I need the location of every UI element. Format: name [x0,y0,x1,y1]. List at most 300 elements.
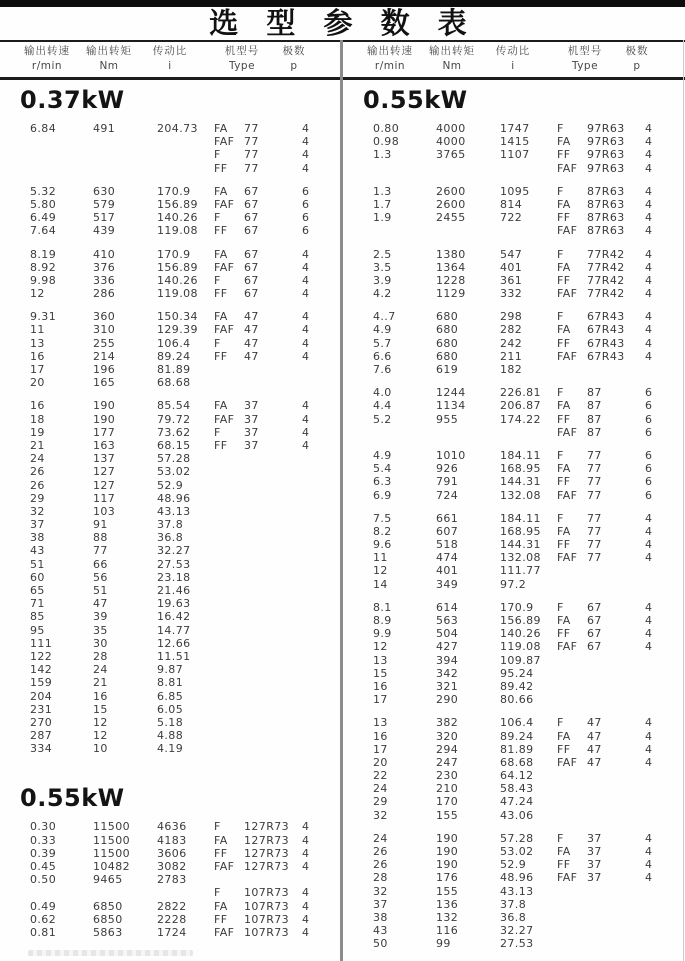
cell-torque: 56 [93,570,108,584]
cell-type-code: FA [557,614,571,627]
cell-torque: 579 [93,197,116,211]
cell-poles: 4 [645,197,653,211]
cell-type-model [244,505,302,518]
table-row [343,122,684,135]
cell-type-code [557,782,587,795]
cell-ratio: 4636 [157,820,187,834]
header-unit: p [290,60,298,72]
table-row [0,287,341,300]
cell-type-code: F [557,386,564,400]
cell-poles [645,937,669,950]
cell-torque: 1244 [436,386,466,400]
table-row [0,676,341,689]
cell-type-code [557,911,587,924]
header-label: 输出转速 [367,45,413,57]
cell-poles [645,693,669,706]
cell-type-model: 47 [587,729,602,743]
cell-type-code [214,571,244,584]
cell-speed: 0.39 [30,846,57,860]
cell-poles: 4 [302,438,310,452]
cell-speed: 65 [30,584,45,597]
cell-type-model: 77 [587,538,602,552]
table-row [0,926,341,939]
cell-type-model: 67R43 [587,323,625,337]
cell-speed: 3.9 [373,273,392,287]
cell-ratio: 168.95 [500,524,541,538]
table-row [343,743,684,756]
cell-speed: 4..7 [373,310,396,324]
cell-ratio: 53.02 [500,845,534,858]
cell-ratio: 5.18 [157,715,184,729]
table-row [343,337,684,350]
table-row [0,185,341,198]
cell-torque: 294 [436,742,459,756]
cell-ratio: 12.66 [157,636,191,650]
cell-speed: 6.3 [373,475,392,489]
cell-speed: 32 [373,884,388,898]
cell-type-code: FF [214,912,228,926]
cell-type-model: 87 [587,399,602,413]
cell-ratio: 23.18 [157,570,191,584]
cell-poles: 4 [302,310,310,324]
cell-type-code: FA [557,729,571,743]
cell-poles: 4 [645,538,653,552]
cell-poles: 4 [645,247,653,261]
cell-ratio: 27.53 [157,557,191,571]
cell-type-model: 107R73 [244,886,290,900]
cell-speed: 38 [373,910,388,924]
header-unit: i [168,60,172,72]
cell-speed: 24 [30,452,45,466]
cell-poles [645,680,669,693]
cell-type-model [244,558,302,571]
table-row [0,531,341,544]
cell-type-code: FF [557,475,571,489]
row-group [343,601,684,707]
cell-torque: 190 [93,399,116,413]
cell-type-code: FF [557,538,571,552]
cell-speed: 11 [30,323,45,337]
cell-ratio: 150.34 [157,310,198,324]
header-output-torque [76,44,142,73]
cell-torque: 5863 [93,925,123,939]
table-row [343,871,684,884]
cell-torque: 137 [93,452,116,466]
cell-speed: 38 [30,531,45,545]
cell-ratio: 4.88 [157,729,184,743]
cell-type-model [244,716,302,729]
cell-poles [302,637,326,650]
cell-ratio: 1415 [500,135,530,149]
table-row [343,885,684,898]
cell-type-model [244,676,302,689]
cell-type-code: F [214,336,221,350]
cell-type-model: 67 [244,197,259,211]
row-group [0,122,341,175]
table-row [343,911,684,924]
row-group [343,512,684,591]
cell-type-code: FA [557,323,571,337]
cell-poles: 4 [645,260,653,274]
cell-torque: 382 [436,716,459,730]
cell-type-model [587,885,645,898]
cell-poles [302,363,326,376]
cell-type-code: FF [557,273,571,287]
cell-ratio: 119.08 [500,640,541,654]
cell-poles: 4 [302,925,310,939]
cell-type-code: FAF [557,551,578,565]
cell-ratio: 81.89 [500,742,534,756]
cell-poles [645,924,669,937]
header-unit: p [633,60,641,72]
cell-torque: 439 [93,224,116,238]
header-unit: Type [228,60,256,72]
cell-torque: 12 [93,715,108,729]
cell-type-code: FF [557,148,571,162]
cell-poles: 6 [645,475,653,489]
cell-speed: 17 [373,742,388,756]
table-row [343,211,684,224]
cell-speed: 111 [30,636,53,650]
cell-speed: 26 [373,845,388,858]
header-output-torque [419,44,485,73]
cell-torque: 680 [436,349,459,363]
cell-type-code: F [214,211,221,225]
cell-ratio: 184.11 [500,448,541,462]
cell-torque: 491 [93,122,116,135]
cell-type-model: 77 [587,511,602,525]
cell-type-model: 67 [244,224,259,238]
table-row [0,518,341,531]
table-row [343,845,684,858]
cell-poles [645,578,669,591]
cell-type-model: 77 [587,462,602,476]
cell-torque: 24 [93,663,108,677]
cell-ratio: 89.24 [500,729,534,743]
cell-poles: 4 [302,912,310,926]
cell-poles [645,769,669,782]
cell-speed: 16 [373,679,388,693]
table-row [343,564,684,577]
cell-ratio: 1107 [500,148,530,162]
table-row [343,350,684,363]
table-row [0,847,341,860]
cell-speed: 13 [373,716,388,730]
cell-type-code: FF [557,742,571,756]
cell-torque: 3765 [436,148,466,162]
cell-ratio [157,148,214,161]
cell-type-code: FA [214,247,228,261]
cell-torque: 955 [436,412,459,426]
cell-torque: 518 [436,538,459,552]
cell-torque: 607 [436,524,459,538]
cell-type-code [214,650,244,663]
cell-ratio: 119.08 [157,287,198,301]
cell-ratio: 140.26 [500,627,541,641]
cell-type-model: 87R63 [587,211,625,225]
cell-poles: 4 [645,871,653,885]
cell-torque: 116 [436,924,459,938]
cell-speed: 16 [30,349,45,363]
cell-ratio: 184.11 [500,511,541,525]
cell-speed: 13 [30,336,45,350]
cell-speed: 334 [30,742,53,756]
cell-poles [302,650,326,663]
cell-type-code: F [557,122,564,135]
cell-type-code: FAF [214,260,235,274]
cell-type-model [587,680,645,693]
cell-type-code [214,690,244,703]
cell-speed: 8.19 [30,247,57,261]
cell-poles: 4 [645,211,653,225]
cell-type-model [244,584,302,597]
cell-type-code: FAF [214,925,235,939]
cell-speed: 3.5 [373,260,392,274]
cell-torque: 401 [436,564,459,578]
cell-poles: 4 [645,845,653,858]
cell-type-code [214,716,244,729]
cell-speed: 43 [30,544,45,558]
cell-poles: 6 [645,462,653,476]
cell-poles: 4 [302,247,310,261]
header-label: 输出转矩 [86,45,132,57]
cell-speed: 32 [30,504,45,518]
cell-speed: 8.1 [373,600,392,614]
cell-speed: 17 [373,693,388,707]
table-row [343,462,684,475]
cell-ratio: 2783 [157,873,187,887]
cell-type-model: 37 [587,871,602,885]
cell-poles: 4 [645,627,653,641]
table-row [343,198,684,211]
cell-torque: 563 [436,614,459,627]
table-row [0,900,341,913]
cell-type-model: 67 [244,273,259,287]
cell-type-code: F [557,448,564,462]
cell-type-model: 127R73 [244,833,290,847]
cell-type-model [244,637,302,650]
table-row [0,597,341,610]
cell-speed: 6.6 [373,349,392,363]
cell-type-model [587,937,645,950]
table-row [0,439,341,452]
cell-type-code [557,578,587,591]
cell-torque: 155 [436,808,459,822]
cell-ratio: 52.9 [157,478,184,492]
cell-ratio: 156.89 [157,197,198,211]
table-row [343,924,684,937]
cell-type-code: FA [214,833,228,847]
cell-type-code [557,809,587,822]
table-row [343,525,684,538]
cell-torque: 6850 [93,899,123,913]
cell-ratio: 211 [500,349,523,363]
header-unit: i [511,60,515,72]
table-row [0,886,341,899]
cell-speed: 28 [373,871,388,885]
cell-ratio: 89.24 [157,349,191,363]
cell-ratio [500,426,557,439]
cell-speed [373,162,436,175]
cell-type-model [587,782,645,795]
cell-type-model: 87 [587,425,602,439]
cell-type-model [244,465,302,478]
header-output-speed [8,44,86,73]
cell-poles: 6 [645,399,653,413]
cell-ratio: 19.63 [157,597,191,611]
cell-poles: 4 [302,412,310,426]
cell-type-model [244,742,302,755]
table-row [343,756,684,769]
cell-speed: 37 [373,897,388,911]
cell-speed: 122 [30,649,53,663]
cell-poles: 4 [645,135,653,149]
cell-poles: 4 [645,524,653,538]
cell-speed: 21 [30,438,45,452]
cell-speed [30,162,93,175]
cell-ratio: 43.06 [500,808,534,822]
cell-torque: 724 [436,488,459,502]
cell-torque: 614 [436,600,459,614]
cell-ratio: 57.28 [500,831,534,845]
cell-type-code: F [214,886,221,900]
cell-ratio: 27.53 [500,937,534,951]
cell-ratio: 68.68 [500,755,534,769]
cell-type-code: FAF [214,135,235,149]
cell-ratio: 73.62 [157,425,191,439]
cell-ratio: 361 [500,273,523,287]
table-row [343,809,684,822]
cell-type-code [557,795,587,808]
cell-speed: 18 [30,412,45,426]
cell-ratio: 156.89 [500,614,541,627]
cell-ratio: 3082 [157,860,187,873]
row-group [0,399,341,755]
row-group [343,310,684,376]
power-rating-heading: 0.37kW [20,86,125,114]
cell-torque: 474 [436,551,459,565]
cell-type-code: FAF [214,323,235,337]
table-row [343,310,684,323]
cell-torque: 132 [436,910,459,924]
cell-speed: 26 [30,465,45,479]
cell-ratio: 43.13 [500,884,534,898]
cell-torque: 35 [93,623,108,637]
table-row [0,399,341,412]
header-unit: Type [571,60,599,72]
cell-speed: 9.6 [373,538,392,552]
cell-type-code: FAF [557,488,578,502]
cell-torque: 190 [436,845,459,858]
cell-type-model: 67 [587,614,602,627]
cell-ratio: 32.27 [157,544,191,558]
cell-ratio: 226.81 [500,386,541,400]
table-row [0,873,341,886]
cell-ratio: 332 [500,287,523,301]
cell-type-model [244,624,302,637]
cell-type-model: 37 [587,858,602,872]
row-group [343,716,684,822]
cell-type-model [587,693,645,706]
cell-poles [645,809,669,822]
cell-type-code [214,873,244,886]
table-row [0,198,341,211]
table-row [343,730,684,743]
header-unit: Nm [99,60,119,72]
table-row [343,937,684,950]
cell-type-model [587,363,645,376]
cell-speed: 8.2 [373,524,392,538]
cell-torque: 47 [93,597,108,611]
cell-torque: 619 [436,363,459,376]
cell-speed: 14 [373,577,388,591]
cell-ratio: 4183 [157,833,187,847]
cell-ratio: 109.87 [500,653,541,667]
cell-speed: 13 [373,653,388,667]
cell-type-model [244,650,302,663]
cell-type-code: FA [557,524,571,538]
cell-ratio: 168.95 [500,462,541,476]
cell-poles: 4 [645,551,653,565]
table-row [343,248,684,261]
cell-type-code [214,465,244,478]
cell-speed: 7.6 [373,363,392,376]
table-row [343,640,684,653]
cell-ratio: 814 [500,197,523,211]
table-row [0,860,341,873]
cell-poles: 4 [645,831,653,845]
cell-speed: 1.3 [373,184,392,198]
cell-ratio [157,886,214,899]
cell-torque: 117 [93,491,116,505]
table-row [0,376,341,389]
cell-ratio: 14.77 [157,623,191,637]
cell-speed: 287 [30,729,53,743]
cell-type-code: FAF [557,161,578,175]
table-row [343,693,684,706]
cell-type-model: 97R63 [587,161,625,175]
cell-speed: 0.30 [30,820,57,834]
cell-poles [645,363,669,376]
cell-type-model: 67R43 [587,310,625,324]
cell-poles: 4 [302,122,310,135]
cell-type-model [244,479,302,492]
cell-ratio: 16.42 [157,610,191,624]
cell-speed: 29 [30,491,45,505]
cell-torque: 680 [436,323,459,337]
cell-poles: 4 [645,729,653,743]
cell-ratio: 1095 [500,184,530,198]
cell-type-code: FAF [557,425,578,439]
cell-type-code [214,729,244,742]
cell-poles [302,452,326,465]
cell-type-model [244,729,302,742]
header-output-speed [351,44,429,73]
table-row [343,135,684,148]
cell-ratio: 156.89 [157,260,198,274]
cell-type-code: F [557,600,564,614]
cell-type-model [587,654,645,667]
cell-type-model [244,363,302,376]
cell-speed: 5.80 [30,197,57,211]
cell-ratio: 547 [500,247,523,261]
cell-speed: 0.50 [30,873,57,887]
table-row [0,505,341,518]
cell-type-model [244,610,302,623]
cell-type-model [244,376,302,389]
table-row [343,858,684,871]
cell-type-model: 67 [244,211,259,225]
